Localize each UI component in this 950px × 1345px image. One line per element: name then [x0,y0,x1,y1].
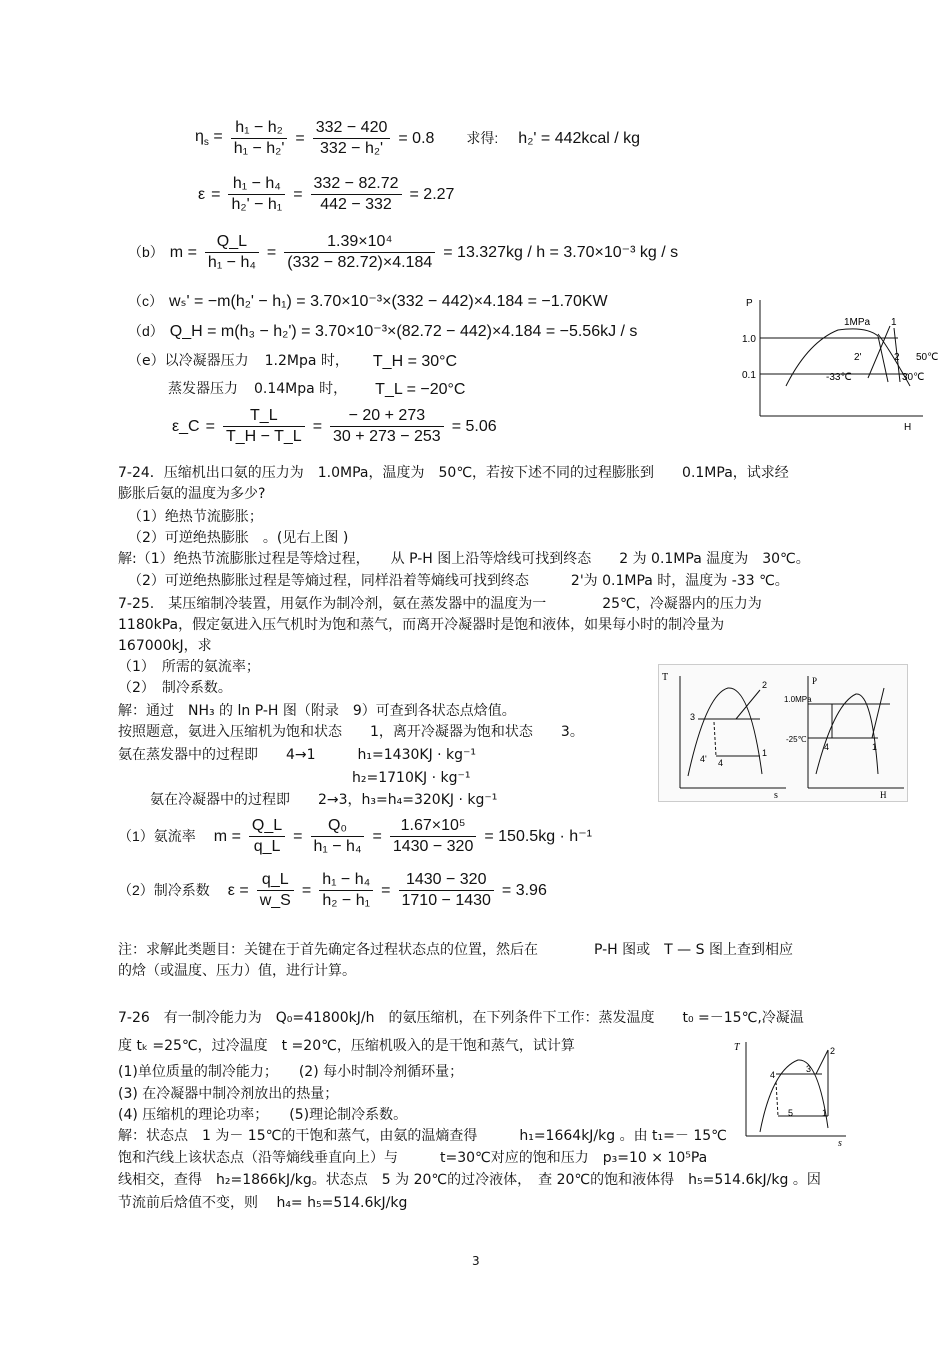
diag4-n1: 1 [822,1108,828,1118]
f2-frac-1: $\frac{q\_L}{w\_S}$ [257,870,294,911]
p725-q1: 7-25. 某压缩制冷装置，用氨作为制冷剂，氨在蒸发器中的温度为一 25℃，冷凝器内的压力为 [118,596,762,612]
eq-725-2: （2）制冷系数 ε = $\frac{q\_L}{w\_S}$ = $\frac{\text{h₁ − h₄}}{\text{h₂ − h₁}}$ = $\frac{1430 - 320}{1710 - 1430}$ = 3.96 [118,871,547,909]
eta-frac-2: $\frac{332 - 420}{\text{332 − h₂'}}$ [313,118,391,159]
eps-frac-1: $\frac{\text{h₁ − h₄}}{\text{h₂' − h₁}}$ [228,174,285,215]
diag1-pt2: 2 [894,352,900,363]
diag2-s-label: s [774,790,778,801]
p724-o2: （2）可逆绝热膨胀 。(见右上图 ) [128,530,349,546]
eq-b: （b） m = $\frac{Q\_L}{\text{h₁ − h₄}}$ = $\frac{\text{1.39×10⁴}}{(332 - 82.72)\times 4.184}$ = 13.327kg / h = 3.70×10⁻³ kg / s [128,233,679,271]
diag2-n3: 3 [690,712,696,722]
p724-a1: 解:（1）绝热节流膨胀过程是等焓过程， 从 P-H 图上沿等焓线可找到终态 2 为 0.1MPa 温度为 30℃。 [118,551,810,567]
diag3-n4: 4 [824,742,830,752]
f1-frac-3: $\frac{\text{1.67×10⁵}}{1430 - 320}$ [390,816,477,857]
diag1-pt2p: 2' [854,352,862,363]
diag2-n1: 1 [762,748,768,758]
p724-o1: （1）绝热节流膨胀； [128,509,263,525]
eq-725-1: （1）氨流率 m = $\frac{Q\_L}{q\_L}$ = $\frac{\text{Q₀}}{\text{h₁ − h₄}}$ = $\frac{\text{1.67×10⁵}}{1430 - 320}$ = 150.5kg · h⁻¹ [118,817,592,855]
diag3-n1: 1 [872,742,878,752]
eta-symbol: $\eta_s$ = [195,128,223,149]
p724-q1: 7-24．压缩机出口氨的压力为 1.0MPa，温度为 50℃，若按下述不同的过程膨胀到 0.1MPa，试求经 [118,465,789,481]
ph-diagram-1 [738,290,939,435]
p726-a3: 线相交，查得 h₂=1866kJ/kg。状态点 5 为 20℃的过冷液体， 查 20℃的饱和液体得 h₅=514.6kJ/kg 。因 [118,1172,821,1188]
diag2-n4p: 4' [700,754,707,764]
diag1-mpa: 1MPa [844,317,871,328]
eq-e2: 蒸发器压力 0.14Mpa 时， T_L = −20°C [168,381,466,398]
p726-o1: (1)单位质量的制冷能力； (2) 每小时制冷剂循环量； [118,1064,464,1080]
diag1-t50: 50℃ [916,352,939,363]
p725-a2: 按照题意，氨进入压缩机为饱和状态 1，离开冷凝器为饱和状态 3。 [118,724,584,740]
page-number: 3 [472,1254,480,1268]
p725-a5: 氨在冷凝器中的过程即 2→3，h₃=h₄=320KJ · kg⁻¹ [150,792,498,808]
p725-note2: 的焓（或温度、压力）值，进行计算。 [118,963,356,979]
diag4-t-label: T [734,1042,740,1053]
p726-a1: 解：状态点 1 为－ 15℃的干饱和蒸气，由氨的温熵查得 h₁=1664kJ/kg 。由 t₁=－ 15℃ [118,1128,727,1144]
f1-frac-2: $\frac{\text{Q₀}}{\text{h₁ − h₄}}$ [311,816,365,857]
p726-q1: 7-26 有一制冷能力为 Q₀=41800kJ/h 的氨压缩机，在下列条件下工作：蒸发温度 t₀ =－15℃,冷凝温 [118,1010,804,1026]
diag3-mpa: 1.0MPa [784,695,812,704]
p725-note1: 注：求解此类题目：关键在于首先确定各过程状态点的位置，然后在 P-H 图或 T — S 图上查到相应 [118,942,793,958]
eq-eps: ε = $\frac{\text{h₁ − h₄}}{\text{h₂' − h₁}}$ = $\frac{332 - 82.72}{442 - 332}$ = 2.27 [198,175,455,213]
diag4-n2: 2 [830,1046,836,1056]
diag2-n2: 2 [762,680,768,690]
ec-frac-1: $\frac{T\_L}{T\_H - T\_L}$ [223,406,305,447]
p724-q2: 膨胀后氨的温度为多少? [118,486,266,502]
diag4-n4: 4 [770,1070,776,1080]
diag2-n4: 4 [718,758,724,768]
diag1-t30: 30℃ [902,372,925,383]
diag4-n3: 3 [806,1064,812,1074]
eq-d: （d） Q_H = m(h₃ − h₂') = 3.70×10⁻³×(82.72 − 442)×4.184 = −5.56kJ / s [128,323,638,340]
ec-frac-2: $\frac{- 20 + 273}{30 + 273 - 253}$ [330,406,444,447]
p724-a2: （2）可逆绝热膨胀过程是等熵过程，同样沿着等熵线可找到终态 2'为 0.1MPa 时，温度为 -33 ℃。 [128,573,789,589]
eq-ec: ε_C = $\frac{T\_L}{T\_H - T\_L}$ = $\frac{- 20 + 273}{30 + 273 - 253}$ = 5.06 [172,407,497,445]
p726-q2: 度 tₖ =25℃，过冷温度 t =20℃，压缩机吸入的是干饱和蒸气，试计算 [118,1038,575,1054]
diag1-tick-1: 1.0 [742,334,756,345]
diag4-n5: 5 [788,1108,794,1118]
diag3-t25: -25℃ [786,735,807,744]
eq-eta: $\eta_s$ = $\frac{\text{h₁ − h₂}}{\text{h₁ − h₂'}}$ = $\frac{332 - 420}{\text{332 − h₂'}}$ = 0.8 求得: h₂' = 442kcal / kg [195,119,641,157]
b-frac-2: $\frac{\text{1.39×10⁴}}{(332 - 82.72)\times 4.184}$ [284,232,435,273]
eta-frac-1: $\frac{\text{h₁ − h₂}}{\text{h₁ − h₂'}}$ [231,118,288,159]
eq-c: （c） wₛ' = −m(h₂' − h₁) = 3.70×10⁻³×(332 − 442)×4.184 = −1.70KW [128,293,608,310]
eps-frac-2: $\frac{332 - 82.72}{442 - 332}$ [311,174,402,215]
p725-q3: 167000kJ，求 [118,638,212,654]
p726-o2: (3) 在冷凝器中制冷剂放出的热量； [118,1086,339,1102]
f2-frac-2: $\frac{\text{h₁ − h₄}}{\text{h₂ − h₁}}$ [319,870,373,911]
p725-q2: 1180kPa，假定氨进入压气机时为饱和蒸气，而离开冷凝器时是饱和液体，如果每小时的制冷量为 [118,617,725,633]
diag1-p-label: P [746,298,753,309]
diag4-s-label: s [838,1138,842,1149]
f2-frac-3: $\frac{1430 - 320}{1710 - 1430}$ [399,870,494,911]
diag1-pt1: 1 [891,317,897,328]
p725-o2: （2） 制冷系数。 [118,680,232,696]
eq-e1: （e）以冷凝器压力 1.2Mpa 时， T_H = 30°C [128,353,458,370]
diag3-p-label: P [812,676,818,686]
diag1-tick-2: 0.1 [742,370,756,381]
p726-a2: 饱和汽线上该状态点（沿等熵线垂直向上）与 t=30℃对应的饱和压力 p₃=10 × 10⁵Pa [118,1150,708,1166]
diag1-h-label: H [904,422,912,433]
ts-diagram-2 [732,1036,852,1148]
p725-o1: （1） 所需的氨流率； [118,659,260,675]
f1-frac-1: $\frac{Q\_L}{q\_L}$ [249,816,285,857]
diag3-h-label: H [880,790,887,800]
ts-ph-diagrams [658,664,908,802]
p725-a4: h₂=1710KJ · kg⁻¹ [352,770,471,786]
p725-a3: 氨在蒸发器中的过程即 4→1 h₁=1430KJ · kg⁻¹ [118,747,477,763]
p725-a1: 解：通过 NH₃ 的 ln P-H 图（附录 9）可查到各状态点焓值。 [118,703,516,719]
p726-o3: (4) 压缩机的理论功率； (5)理论制冷系数。 [118,1107,408,1123]
diag2-t-label: T [662,672,669,683]
diag1-t33: -33℃ [826,372,852,383]
b-frac-1: $\frac{Q\_L}{\text{h₁ − h₄}}$ [205,232,259,273]
p726-a4: 节流前后焓值不变，则 h₄= h₅=514.6kJ/kg [118,1195,408,1211]
